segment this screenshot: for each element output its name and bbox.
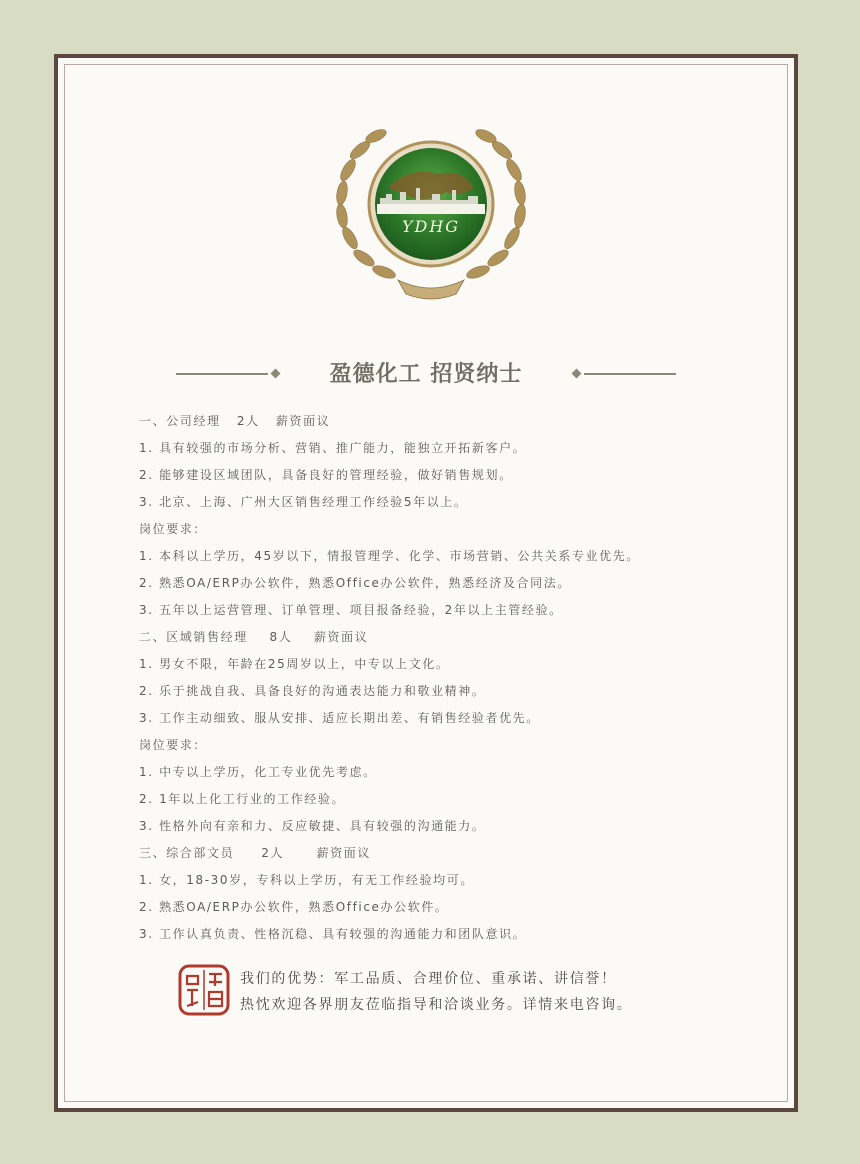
logo-text: YDHG (401, 217, 461, 236)
duty-item: 2. 熟悉OA/ERP办公软件，熟悉Office办公软件。 (139, 900, 449, 914)
requirement-item: 1. 中专以上学历，化工专业优先考虑。 (139, 765, 377, 779)
welcome-line: 热忱欢迎各界朋友莅临指导和洽谈业务。详情来电咨询。 (240, 997, 633, 1013)
requirement-item: 3. 五年以上运营管理、订单管理、项目报备经验，2年以上主管经验。 (139, 603, 563, 617)
duty-item: 3. 工作主动细致、服从安排、适应长期出差、有销售经验者优先。 (139, 711, 540, 725)
heading-row (176, 358, 676, 390)
duty-item: 1. 具有较强的市场分析、营销、推广能力，能独立开拓新客户。 (139, 441, 527, 455)
requirement-item: 2. 1年以上化工行业的工作经验。 (139, 792, 346, 806)
duty-item: 2. 能够建设区域团队，具备良好的管理经验，做好销售规划。 (139, 468, 513, 482)
heading-diamond-right (572, 369, 582, 379)
page-title: 盈德化工 招贤纳士 (329, 361, 523, 387)
requirement-item: 2. 熟悉OA/ERP办公软件，熟悉Office办公软件，熟悉经济及合同法。 (139, 576, 571, 590)
advantage-line: 我们的优势：军工品质、合理价位、重承诺、讲信誉！ (240, 971, 617, 987)
section-heading: 一、公司经理 2人 薪资面议 (139, 414, 331, 428)
footer (240, 966, 710, 1018)
requirements-label: 岗位要求： (139, 738, 208, 752)
requirement-item: 1. 本科以上学历，45岁以下，情报管理学、化学、市场营销、公共关系专业优先。 (139, 549, 640, 563)
job-listings (139, 408, 739, 948)
section-heading: 二、区域销售经理 8人 薪资面议 (139, 630, 369, 644)
duty-item: 2. 乐于挑战自我、具备良好的沟通表达能力和敬业精神。 (139, 684, 486, 698)
duty-item: 3. 北京、上海、广州大区销售经理工作经验5年以上。 (139, 495, 468, 509)
seal-stamp-icon (178, 964, 230, 1016)
company-logo (328, 118, 534, 308)
heading-rule-right (584, 373, 676, 375)
section-heading: 三、综合部文员 2人 薪资面议 (139, 846, 371, 860)
heading-rule-left (176, 373, 268, 375)
requirement-item: 3. 性格外向有亲和力、反应敏捷、具有较强的沟通能力。 (139, 819, 486, 833)
heading-diamond-left (271, 369, 281, 379)
requirements-label: 岗位要求： (139, 522, 208, 536)
duty-item: 1. 女，18-30岁，专科以上学历，有无工作经验均可。 (139, 873, 474, 887)
duty-item: 1. 男女不限，年龄在25周岁以上，中专以上文化。 (139, 657, 450, 671)
duty-item: 3. 工作认真负责、性格沉稳、具有较强的沟通能力和团队意识。 (139, 927, 527, 941)
